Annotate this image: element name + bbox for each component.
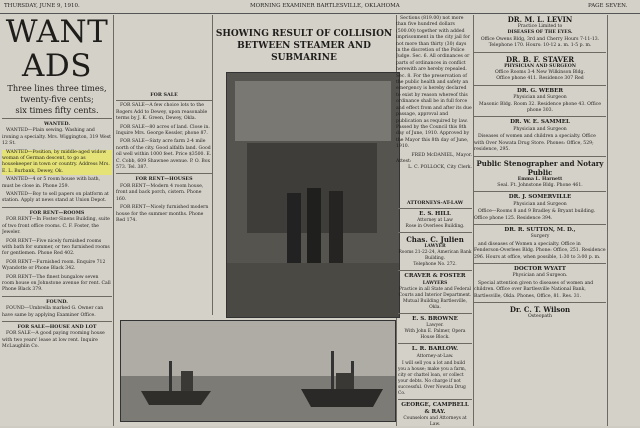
page-header — [0, 0, 640, 14]
section-heading: FOUND. — [46, 298, 68, 305]
divider — [474, 156, 606, 157]
attorney-detail: LAWYER — [424, 244, 446, 250]
want-ads-rate-line-2: six times fifty cents. — [15, 105, 99, 115]
physician-name: DR. B. F. STAVER — [505, 54, 575, 64]
classified-ad: FOUND—Umbrella marked G. Owner can have same by applying Examiner Office. — [2, 306, 104, 318]
physician-detail: Office—Rooms 8 and 9 Bradley & Bryant building. Office phone 125. Residence 394. — [474, 209, 596, 221]
classified-ad: FOR SALE—80 acres of land. Close in. Inquire Mrs. George Kessler, phone 87. — [116, 124, 210, 137]
physician-name: DR. M. L. LEVIN — [507, 15, 573, 24]
divider — [2, 207, 112, 208]
classified-ad-highlighted: WANTED—Position, by middle-aged widow woman of German descent, to go as housekeeper in town or country. Address Mrs. E. L. Burbank, Dewey, Ok. — [2, 150, 112, 176]
classified-ad: FOR RENT—Five nicely furnished rooms with bath for summer, or two furnished rooms for gentlemen. Phone Red 402. — [2, 238, 110, 257]
divider — [474, 224, 606, 225]
section-heading: FOR RENT—HOUSES — [135, 176, 193, 183]
ordinance-signature-clerk: L. C. POLLOCK, City Clerk. — [408, 165, 472, 171]
divider — [474, 52, 606, 53]
physicians-directory — [474, 15, 606, 426]
section-heading: FOR SALE — [150, 92, 178, 98]
divider — [116, 100, 212, 101]
photo-submarine-crew-image — [227, 73, 399, 317]
physician-detail: Special attention given to diseases of women and children. Office over Bartlesville National Bank, Bartlesville, Okla. Phones, Office, 81. Res. 31. — [474, 280, 594, 299]
photo-harbor-ships-image — [121, 321, 395, 421]
attorney-detail: Counselors and Attorneys at Law. — [403, 416, 467, 428]
physician-detail: Office Rooms 3-4 New Wilkinson Bldg. — [495, 70, 585, 76]
attorney-name: L. R. BARLOW. — [411, 346, 459, 353]
physician-detail: Practice Limited to — [517, 24, 563, 29]
divider — [398, 270, 472, 271]
divider — [398, 313, 472, 314]
physician-name: DR. R. SUTTON, M. D., — [504, 226, 576, 233]
physician-detail: Surgery — [530, 234, 550, 240]
attorney-detail: Practice in all State and Federal Courts and Interior Department. Mutual Building Bartlesville, Okla. — [398, 286, 472, 310]
column-rule — [607, 15, 608, 426]
divider — [398, 399, 472, 400]
ordinance-signature-mayor: FRED McDANIEL, Mayor. — [411, 152, 472, 158]
classified-ad: FOR RENT—Furnished room. Enquire 712 Wyandotte or Phone Black 342. — [2, 259, 106, 272]
header-masthead: MORNING EXAMINER BARTLESVILLE, OKLAHOMA — [250, 3, 400, 9]
divider — [474, 191, 606, 192]
ordinance-column — [396, 15, 472, 205]
physician-detail: Diseases of women and children a specialty. Office with Over Nowata Drug Store. Phones: Office, 529; residence, 295. — [474, 134, 596, 153]
physician-detail: Office Owens Bldg, 3rd and Cherry Hours 7-11-13. — [480, 36, 600, 42]
physician-detail: Office phone 411. Residence 307 Red — [496, 76, 584, 82]
physician-detail: DISEASES OF THE EYES. — [507, 30, 573, 36]
physician-detail: Osteopath — [528, 314, 552, 319]
physician-name: Dr. C. T. Wilson — [509, 305, 571, 314]
classified-ad: FOR RENT—Nicely furnished modern house for the summer months. Phone Red 174. — [116, 205, 209, 223]
section-heading: FOR RENT—ROOMS — [29, 209, 85, 216]
divider — [2, 296, 112, 297]
classified-ad: FOR SALE—Sixty acre farm 2-4 mile north of the city. Good alfalfa land. Good oil well within 1000 feet. Price $3500. E. C. Cobb, 609 Shawnee avenue. P. O. Box 573. Tel. 387. — [116, 139, 212, 171]
photo-headline — [213, 28, 395, 64]
attorney-name: GEORGE, CAMPBELL & RAY. — [401, 401, 469, 416]
attorney-detail: LAWYERS — [422, 280, 448, 286]
physician-name: DOCTOR WYATT — [514, 265, 566, 272]
attorney-detail: Rose in Overlees Building. — [405, 224, 465, 230]
divider — [398, 343, 472, 344]
classified-ad: WANTED—Boy to sell papers on platform at station. Apply at news stand at Union Depot. — [2, 192, 109, 204]
classified-ad: WANTED—Plain sewing. Washing and ironing a specialty. Mrs. Wiggington, 319 West 12 St. — [2, 128, 111, 147]
attorney-name: Chas. C. Julien — [406, 235, 464, 245]
physician-detail: Masonic Bldg. Room 32. Residence phone 43. Office phone 303. — [479, 101, 601, 114]
attorney-detail: Attorney at Law — [417, 218, 453, 224]
divider — [2, 321, 112, 322]
physician-name: DR. J. SOMERVILLE — [508, 194, 572, 201]
physician-detail: Telephone 170. Hours: 10-12 a. m. 1-5 p. m. — [488, 43, 592, 49]
attorney-name: CRAVER & FOSTER — [404, 273, 466, 280]
divider — [474, 263, 606, 264]
ordinance-text: Sections (819.00) not more than five hundred dollars (500.00) together with added imprisonment in the city jail for not more than thirty (30) days in the discretion of the Police Judge. Sec. 6. All ordinances or parts of ordinances in conflict herewith are hereby repealed. Sec. 8. For the preservation of the public health and safety an emergency is hereby declared to exist by reason whereof this ordinance shall be in full force and effect from and after its due passage, approval and publication as required by law. Passed by the Council this 8th day of June, 1910. Approved by the Mayor this 8th day of June, 1910. — [396, 16, 472, 150]
divider — [474, 302, 606, 303]
want-ads-column — [2, 15, 112, 426]
divider — [398, 208, 472, 209]
divider — [2, 118, 112, 119]
section-heading: WANTED. — [43, 121, 71, 127]
photo-headline-line-1: SHOWING RESULT OF COLLISION — [215, 29, 393, 39]
attorneys-directory — [398, 200, 472, 428]
section-heading: ATTORNEYS-AT-LAW — [406, 200, 464, 206]
want-ads-rate-line-1: Three lines three times, twenty-five cents; — [7, 83, 107, 104]
attorney-detail: I will sell you a lot and build you a house; make you a farm, city or chattel loan, or collect your debts. No charge if not successful. Over Nowata Drug Co. — [398, 360, 467, 396]
classified-ad: FOR RENT—The finest bungalow seven room house on Johnstone avenue for rent. Call Phone Black 379. — [2, 274, 111, 293]
physician-detail: and diseases of Women a specialty. Office in Fenderson-Overlees Bldg. Phone: Office, 251. Residence 296. Hours at office, when possible, 1:30 to 3:00 p. m. — [474, 241, 606, 260]
classified-ad: FOR SALE—A few choice lots to the Rogers Add to Dewey, upon reasonable terms by J. K. Green, Dewey, Okla. — [116, 103, 208, 122]
attorney-detail: With John E. Palmer, Opera House Block. — [404, 329, 466, 341]
photo-submarine-crew — [226, 72, 400, 318]
physician-detail: PHYSICIAN AND SURGEON — [504, 63, 576, 69]
divider — [474, 116, 606, 117]
attorney-name: E. S. BROWNE — [412, 315, 458, 322]
physician-detail: Physician and Surgeon — [513, 201, 567, 207]
classified-ad: FOR RENT—In Foster-Sinens Building, suite of two front office rooms. C. F. Foster, the Jeweler. — [2, 217, 110, 236]
column-rule — [113, 15, 114, 426]
physician-detail: Physician and Surgeon — [513, 95, 567, 101]
attorney-detail: Attorney-at-Law. — [416, 353, 454, 359]
ordinance-attest: Attest: — [396, 158, 412, 164]
stenographer-name: Public Stenographer and Notary Public — [476, 158, 604, 177]
for-sale-column — [116, 92, 212, 312]
physician-name: DR. G. WEBER — [516, 87, 564, 94]
stenographer-detail: Emma L. Harnett — [517, 176, 563, 182]
classified-ad: WANTED—4 or 5 room house with bath, must be close in. Phone 259. — [2, 177, 101, 189]
photo-headline-line-2: BETWEEN STEAMER AND SUBMARINE — [237, 41, 371, 63]
stenographer-detail: Seal. Ft. Johnstone Bldg. Phone 461. — [497, 182, 583, 188]
divider — [116, 173, 212, 174]
section-heading: FOR SALE—HOUSE AND LOT — [17, 323, 97, 330]
divider — [398, 232, 472, 233]
attorney-detail: Lawyer. — [426, 323, 444, 329]
photo-harbor-ships — [120, 320, 396, 422]
attorney-detail: Telephone No. 272. — [413, 262, 457, 268]
attorney-name: E. S. HILL — [419, 211, 451, 217]
header-date: THURSDAY, JUNE 9, 1910. — [4, 3, 80, 9]
classified-ad: FOR RENT—Modern 4 room house, front and back porch, cistern. Phone 160. — [116, 183, 204, 202]
attorney-detail: Rooms 21-22-24, American Bank Building. — [398, 250, 472, 262]
physician-detail: Physician and Surgeon — [513, 126, 567, 132]
classified-ad: FOR SALE—A good paying rooming house with two years' lease at low rent. Inquire McLaughlin Co. — [2, 331, 105, 350]
physician-name: DR. W. E. SAMMEL — [510, 119, 570, 126]
header-page-number: PAGE SEVEN. — [588, 3, 628, 9]
want-ads-title: WANT ADS — [5, 15, 109, 84]
physician-detail: Physician and Surgeon. — [512, 273, 568, 279]
divider — [474, 85, 606, 86]
